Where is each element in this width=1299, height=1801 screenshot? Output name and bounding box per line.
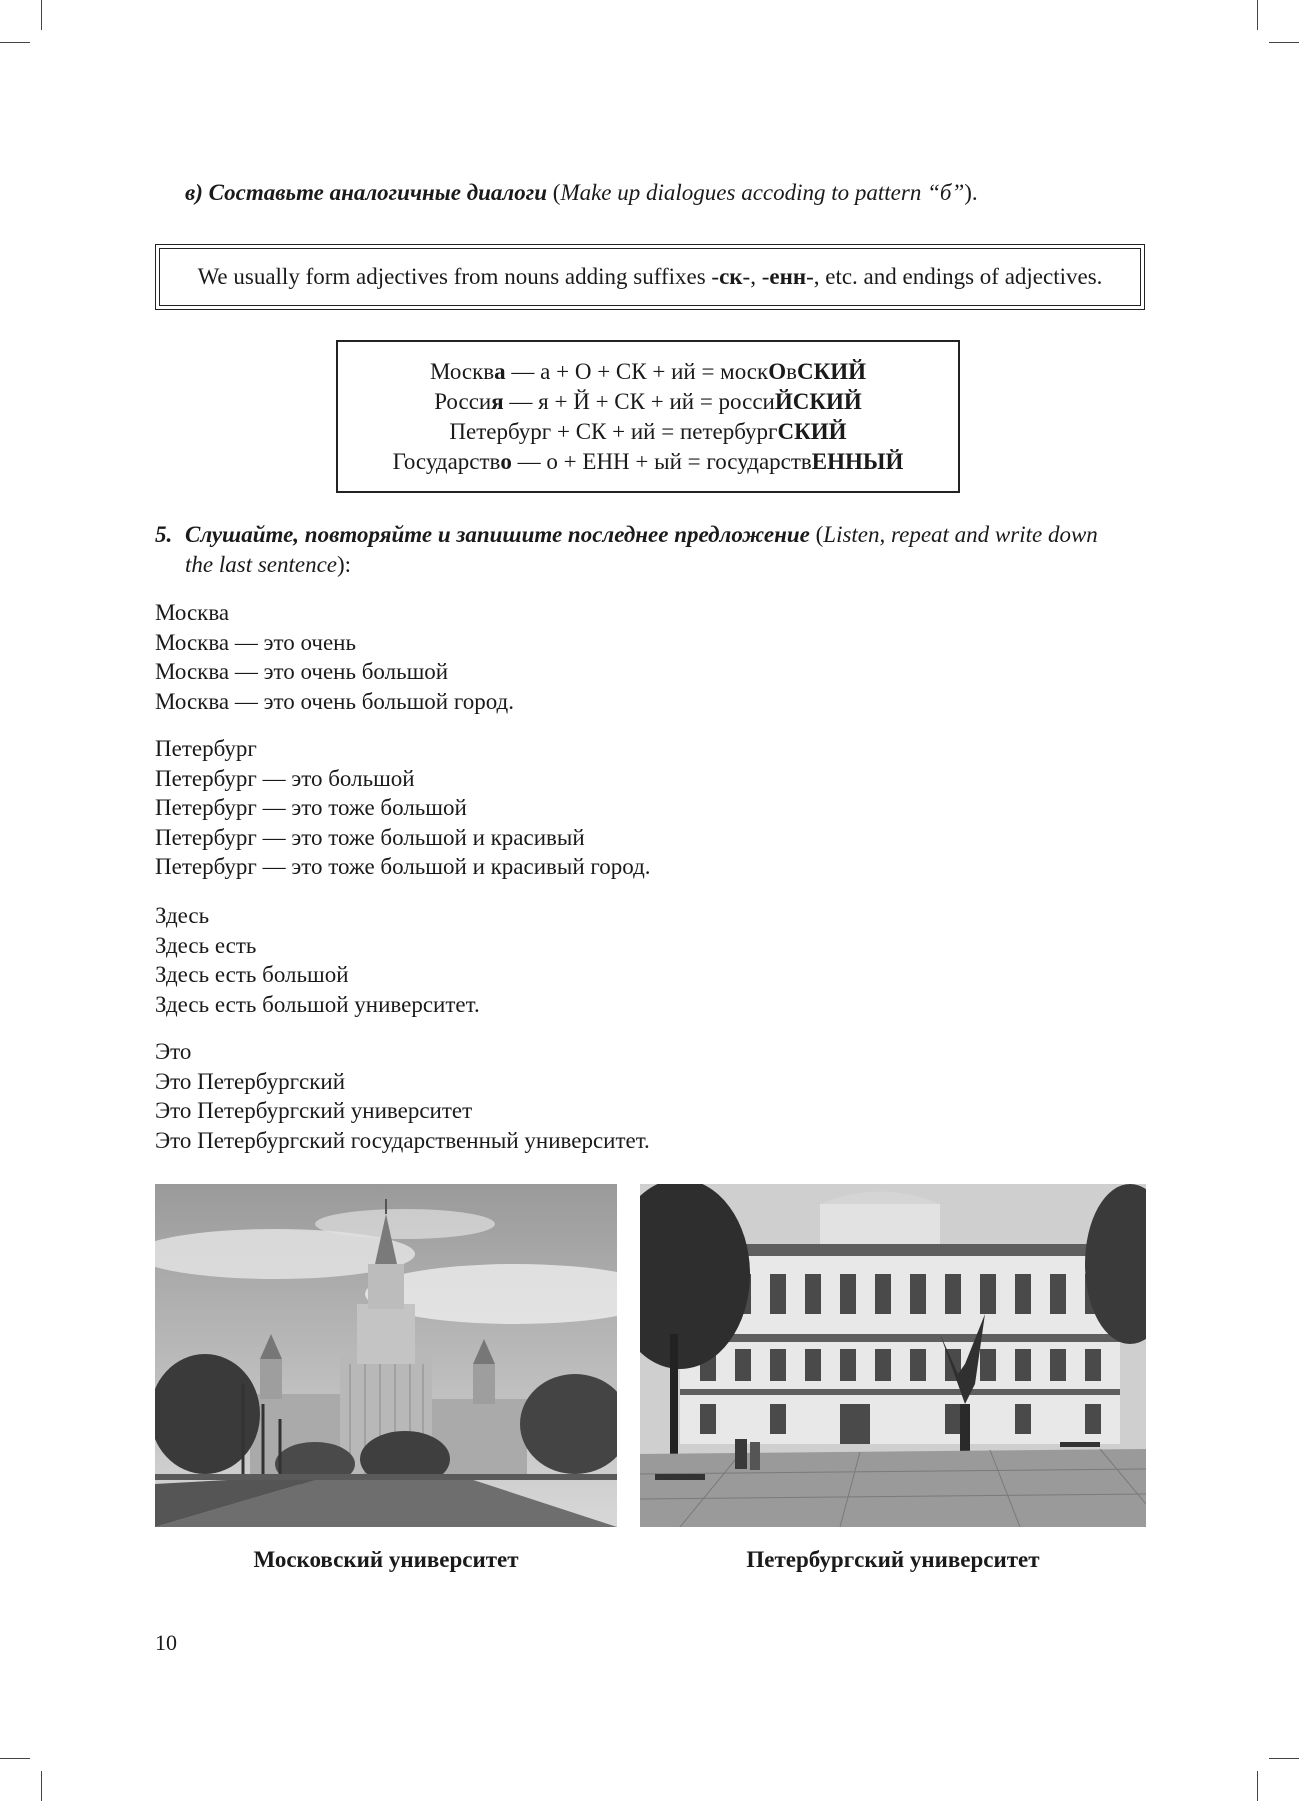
task-number: 5. <box>155 522 173 547</box>
note-text: -, etc. and endings of adjectives. <box>806 264 1103 289</box>
formula-part: Государств <box>392 448 501 474</box>
caption-moscow-university: Московский университет <box>253 1547 519 1572</box>
task-5-line <box>155 550 1145 580</box>
suffix-enn: енн <box>769 264 807 289</box>
sentence-group-this <box>155 1037 650 1155</box>
task-5-hint: the last sentence <box>185 552 338 577</box>
sentence-line: Петербург <box>155 736 257 761</box>
crop-mark <box>1257 0 1258 30</box>
crop-mark <box>41 1771 42 1801</box>
task-5-line <box>155 520 1145 550</box>
sentence-line: Здесь есть большой <box>155 962 349 987</box>
paren-close: ). <box>964 180 978 205</box>
sentence-line: Здесь есть большой университет. <box>155 991 480 1017</box>
formula-bold: О <box>768 358 787 384</box>
formula-part: Москв <box>429 358 495 384</box>
sentence-line: Петербург — это тоже большой <box>155 795 467 820</box>
formula-bold: ЕННЫЙ <box>811 448 904 474</box>
sentence-line: Здесь есть <box>155 932 257 958</box>
sentence-line: Москва — это очень большой город. <box>155 688 514 714</box>
caption-petersburg-university: Петербургский университет <box>746 1547 1040 1572</box>
task-b-hint: Make up dialogues accoding to pattern “б” <box>560 180 965 205</box>
task-5-hint: Listen, repeat and write down <box>823 522 1098 547</box>
crop-mark <box>1257 1771 1258 1801</box>
crop-mark <box>1269 1758 1299 1759</box>
task-5-title: Слушайте, повторяйте и запишите последнее предложение <box>185 522 810 547</box>
suffix-sk: ск <box>719 264 743 289</box>
formula-box <box>336 340 960 493</box>
crop-mark <box>41 0 42 30</box>
sentence-line: Это Петербургский государственный университет. <box>155 1127 650 1153</box>
sentence-line: Это <box>155 1039 192 1064</box>
formula-line <box>430 357 866 387</box>
formula-bold: я <box>491 388 504 414</box>
formula-bold: СКИЙ <box>796 358 867 384</box>
formula-bold: о <box>500 448 512 474</box>
task-5-instruction <box>155 520 1145 580</box>
sentence-group-here <box>155 901 480 1019</box>
formula-bold: а <box>494 358 506 384</box>
crop-mark <box>1269 42 1299 43</box>
sentence-line: Петербург — это тоже большой и красивый <box>155 824 585 850</box>
sentence-line: Петербург — это тоже большой и красивый город. <box>155 854 651 879</box>
formula-part: — я + Й + СК + ий = росси <box>503 388 775 414</box>
formula-part: — о + ЕНН + ый = государств <box>511 448 812 474</box>
formula-line <box>393 447 904 477</box>
formula-bold: ЙСКИЙ <box>774 388 862 414</box>
note-text: -, - <box>742 264 770 289</box>
sentence-line: Москва — это очень большой <box>155 659 449 684</box>
paren-close: ): <box>337 552 352 577</box>
grammar-note-box <box>155 244 1145 310</box>
sentence-line: Петербург — это большой <box>155 765 415 791</box>
petersburg-university-photo <box>640 1184 1146 1527</box>
sentence-group-moscow <box>155 598 514 716</box>
sentence-line: Здесь <box>155 903 210 928</box>
page-number: 10 <box>155 1630 177 1655</box>
task-b-instruction <box>185 180 978 206</box>
formula-line <box>434 387 862 417</box>
sentence-group-petersburg <box>155 734 651 882</box>
formula-line <box>449 417 846 447</box>
sentence-line: Это Петербургский <box>155 1068 346 1094</box>
formula-part: в <box>786 358 797 384</box>
sentence-line: Это Петербургский университет <box>155 1098 473 1123</box>
task-b-title: в) Составьте аналогичные диалоги <box>185 180 548 205</box>
crop-mark <box>0 42 30 43</box>
sentence-line: Москва — это очень <box>155 629 356 655</box>
crop-mark <box>0 1758 30 1759</box>
grammar-note-text <box>159 248 1141 306</box>
paren-open: ( <box>547 180 561 205</box>
sentence-line: Москва <box>155 600 230 625</box>
paren-open: ( <box>809 522 824 547</box>
moscow-university-photo <box>155 1184 617 1527</box>
note-text: We usually form adjectives from nouns adding suffixes - <box>197 264 720 289</box>
formula-part: Петербург + СК + ий = петербург <box>449 418 778 444</box>
formula-part: — а + О + СК + ий = моск <box>505 358 769 384</box>
formula-bold: СКИЙ <box>777 418 847 444</box>
formula-part: Росси <box>434 388 492 414</box>
